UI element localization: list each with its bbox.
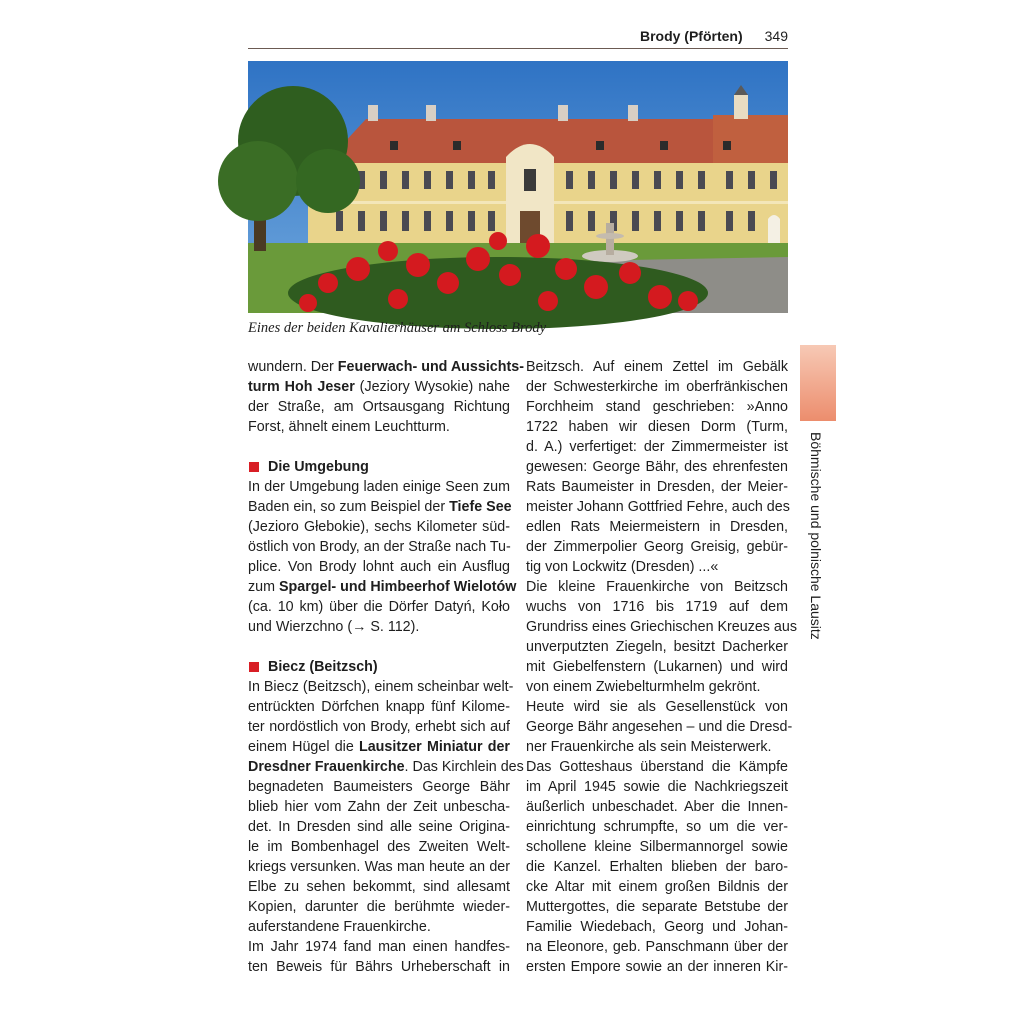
text-line: Elbe zu sehen bekommt, sind allesamt [248,879,510,895]
tree-crown [296,149,360,213]
text-line: edlen Rats Meiermeistern in Dresden, [526,519,788,535]
text-line: entrückten Dörfchen knapp fünf Kilome- [248,699,510,715]
text-line: im April 1945 sowie die Nachkriegszeit [526,779,788,795]
text-line: ten Beweis für Bährs Urheberschaft in [248,959,510,975]
section-heading: Die Umgebung [248,457,510,477]
portal-window [524,169,536,191]
text-line: cke Altar mit einem großen Bildnis der [526,879,788,895]
text-line: George Bähr angesehen – und die Dresd- [526,719,793,735]
text-line: ner Frauenkirche als sein Meisterwerk. [526,739,772,755]
text-line: turm Hoh Jeser (Jeziory Wysokie) nahe [248,379,511,395]
text-line: plice. Von Brody lohnt auch ein Ausflug [248,559,510,575]
window [424,211,431,231]
text-line: ersten Empore sowie an der inneren Kir- [526,959,788,975]
window [654,171,661,189]
red-flower [466,247,490,271]
left-column [248,357,524,977]
dormer-window [453,141,461,150]
text-line: Das Gotteshaus überstand die Kämpfe [526,759,788,775]
red-flower [499,264,521,286]
text-line: Muttergottes, die separate Betstube der [526,899,788,915]
red-flower [378,241,398,261]
text-line: In Biecz (Beitzsch), einem scheinbar welt- [248,679,514,695]
text-line: Grundriss eines Griechischen Kreuzes aus [526,619,797,635]
text-line: In der Umgebung laden einige Seen zum [248,479,510,495]
window [632,171,639,189]
window [380,211,387,231]
chimney [426,105,436,121]
text-line: von einem Zwiebelturmhelm gekrönt. [526,679,761,695]
window [654,211,661,231]
window [424,171,431,189]
text-line: kriegs versunken. Was man heute an der [248,859,510,875]
text-line: zum Spargel- und Himbeerhof Wielotów [248,579,517,595]
window [588,171,595,189]
chimney [628,105,638,121]
window [446,171,453,189]
chimney [368,105,378,121]
window [468,171,475,189]
window [698,211,705,231]
window [402,171,409,189]
text-line: na Eleonore, geb. Panschmann über der [526,939,788,955]
text-line: schollene kleine Silbermannorgel sowie [526,839,788,855]
text-line: Kopien, darunter die berühmte wieder- [248,899,510,915]
window [468,211,475,231]
window [748,211,755,231]
text-line: ter nordöstlich von Brody, erhebt sich auf [248,719,510,735]
castle-photo-illustration [248,61,788,313]
red-flower [437,272,459,294]
red-flower [318,273,338,293]
red-flower [388,289,408,309]
red-flower [346,257,370,281]
text-line: Die kleine Frauenkirche von Beitzsch [526,579,788,595]
red-flower [555,258,577,280]
chimney [558,105,568,121]
castle-photo [248,61,788,313]
side-arch [768,215,780,243]
dormer-window [390,141,398,150]
text-line: auferstandene Frauenkirche. [248,919,431,935]
section-heading: Biecz (Beitzsch) [248,657,510,677]
running-head [248,28,788,48]
window [676,171,683,189]
red-flower [299,294,317,312]
section-marker-icon [249,462,259,472]
window [610,171,617,189]
window [588,211,595,231]
red-flower [406,253,430,277]
window [402,211,409,231]
text-line: der Straße, am Ortsausgang Richtung [248,399,510,415]
side-wing-roof [713,115,788,163]
window [358,211,365,231]
chapter-label: Böhmische und polnische Lausitz [808,432,824,640]
text-line: Beitzsch. Auf einem Zettel im Gebälk [526,359,788,375]
text-line: begnadeten Baumeisters George Bähr [248,779,510,795]
blank-line [248,437,510,457]
dormer-window [723,141,731,150]
blank-line [248,637,510,657]
text-line: Forst, ähnelt einem Leuchtturm. [248,419,450,435]
window [380,171,387,189]
text-line: blieb hier vom Zahn der Zeit unbescha- [248,799,510,815]
text-line: unverputzten Ziegeln, besitzt Dacherker [526,639,788,655]
text-line: Heute wird sie als Gesellenstück von [526,699,788,715]
window [676,211,683,231]
window [698,171,705,189]
text-line: und Wierzchno (→ S. 112). [248,619,420,635]
window [770,171,777,189]
tree-crown [218,141,298,221]
dormer-window [660,141,668,150]
text-line: Dresdner Frauenkirche. Das Kirchlein des [248,759,524,775]
dormer-window [596,141,604,150]
text-line: (ca. 10 km) über die Dörfer Datyń, Koło [248,599,510,615]
window [488,171,495,189]
page-number: 349 [764,28,788,44]
red-flower [489,232,507,250]
right-column [526,357,797,977]
text-line: Baden ein, so zum Beispiel der Tiefe See [248,499,512,515]
text-line: die Kanzel. Erhalten blieben der baro- [526,859,788,875]
text-line: Familie Wiedebach, Georg und Johan- [526,919,788,935]
text-line: der Schwesterkirche im oberfränkischen [526,379,788,395]
red-flower [619,262,641,284]
window [446,211,453,231]
red-flower [678,291,698,311]
text-line: äußerlich unbeschadet. Aber die Innen- [526,799,788,815]
text-line: einem Hügel die Lausitzer Miniatur der [248,739,510,755]
window [632,211,639,231]
window [566,171,573,189]
figure-caption: Eines der beiden Kavalierhäuser am Schloss Brody [248,320,547,336]
window [726,211,733,231]
roof-turret [734,95,748,119]
text-line: gewesen: George Bähr, des ehrenfesten [526,459,788,475]
fountain-bowl [596,233,624,239]
window [726,171,733,189]
red-flower [584,275,608,299]
header-rule [248,48,788,49]
text-line: (Jezioro Głebokie), sechs Kilometer süd- [248,519,510,535]
section-marker-icon [249,662,259,672]
text-line: meister Johann Gottfried Fehre, auch des [526,499,790,515]
text-line: mit Giebelfenstern (Lukarnen) und wird [526,659,788,675]
text-line: wundern. Der Feuerwach- und Aussichts- [248,359,524,375]
text-line: tig von Lockwitz (Dresden) ...« [526,559,719,575]
window [566,211,573,231]
text-line: d. A.) verfertiget: der Zimmermeister ist [526,439,788,455]
text-line: Rats Baumeister in Dresden, der Meier- [526,479,788,495]
red-flower [538,291,558,311]
window [748,171,755,189]
text-line: der Zimmerpolier Georg Greisig, gebür- [526,539,788,555]
text-line: einrichtung schrumpfte, so um die ver- [526,819,788,835]
text-line: det. In Dresden sind alle seine Origina- [248,819,510,835]
text-line: Im Jahr 1974 fand man einen handfes- [248,939,510,955]
running-title: Brody (Pförten) [639,28,743,44]
red-flower [526,234,550,258]
text-line: 1722 haben wir diesen Dorm (Turm, [526,419,788,435]
text-line: wuchs von 1716 bis 1719 auf dem [526,599,788,615]
text-line: Forchheim stand geschrieben: »Anno [526,399,788,415]
window [488,211,495,231]
window [336,211,343,231]
red-flower [648,285,672,309]
text-line: östlich von Brody, an der Straße nach Tu- [248,539,511,555]
chapter-tab [800,345,836,421]
text-line: le im Bombenhagel des Zweiten Welt- [248,839,510,855]
